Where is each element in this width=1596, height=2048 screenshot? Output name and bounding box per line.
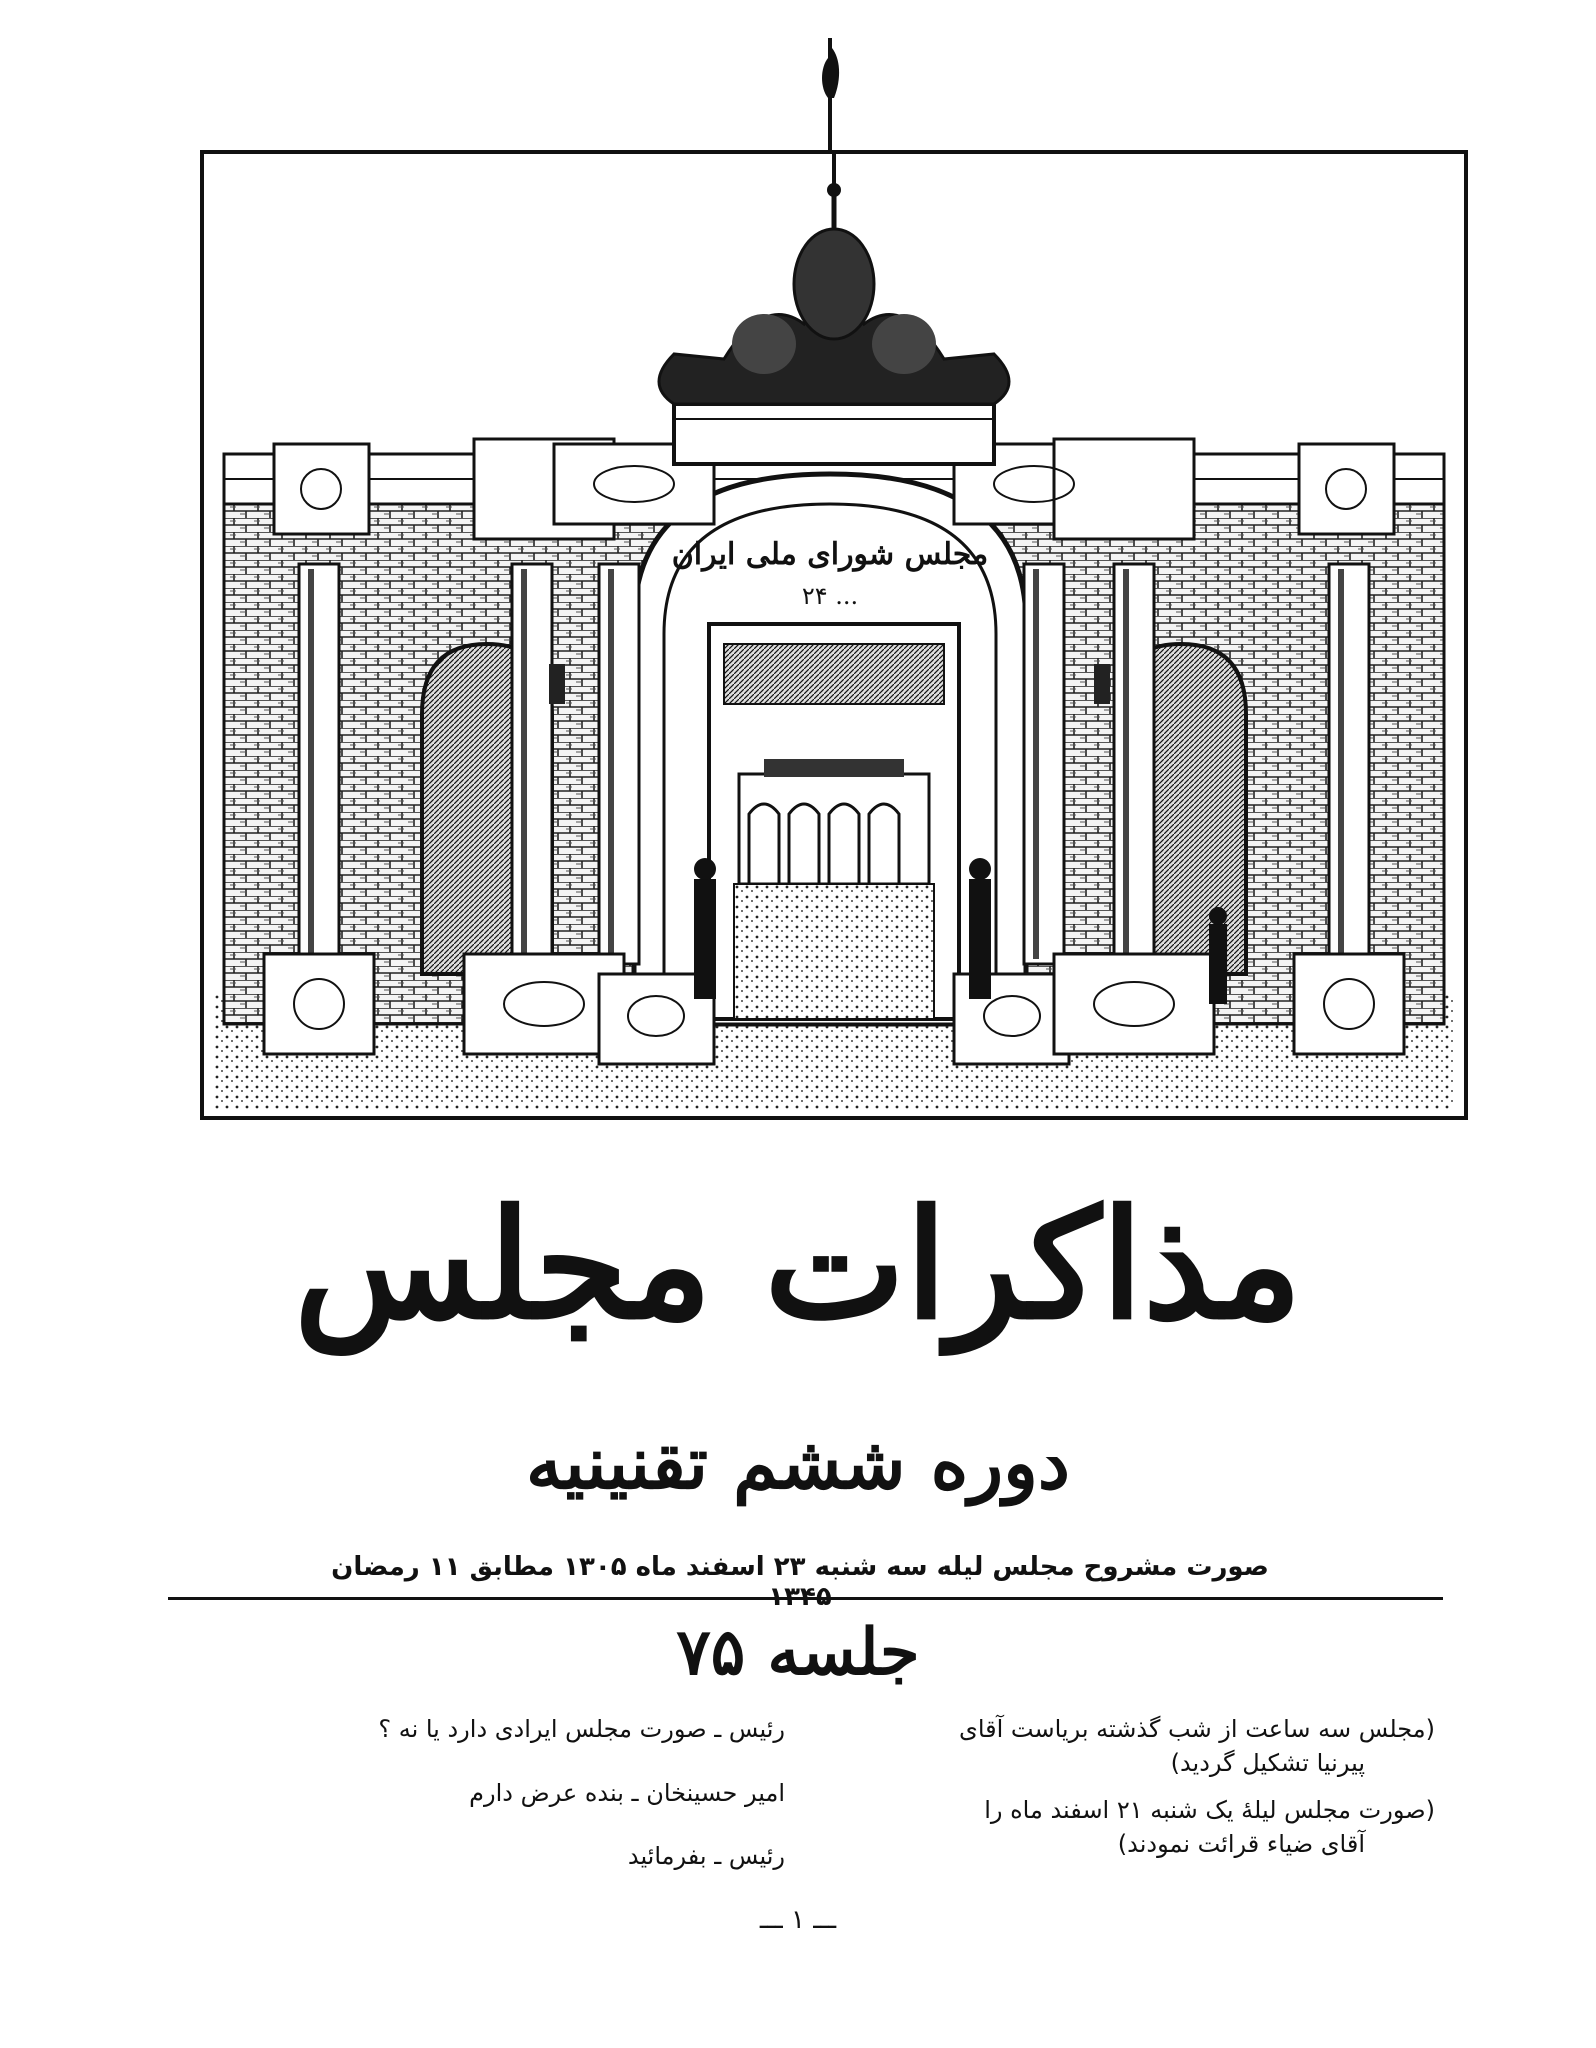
record-line: صورت مشروح مجلس لیله سه شنبه ۲۳ اسفند ماه ۱۳۰۵ مطابق ۱۱ رمضان ۱۳۴۵: [331, 1552, 1269, 1612]
speech-line: امیر حسینخان ـ بنده عرض دارم: [469, 1778, 785, 1807]
page-subtitle: دوره ششم تقنینیه: [526, 1420, 1070, 1505]
opening-paragraph: [880, 1713, 1435, 1780]
text-line: آقای ضیاء قرائت نمودند): [1117, 1829, 1365, 1858]
page-title: مذاکرات مجلس: [293, 1177, 1303, 1353]
speech-line: رئیس ـ صورت مجلس ایرادی دارد یا نه ؟: [378, 1715, 785, 1743]
right-column: [880, 1713, 1435, 1875]
crown-lions-sculpture-icon: [659, 183, 1009, 404]
speech-line: رئیس ـ بفرمائید: [627, 1842, 785, 1871]
minutes-paragraph: [880, 1794, 1435, 1861]
parliament-gate-illustration: [200, 150, 1468, 1120]
session-heading: جلسه ۷۵: [676, 1615, 920, 1690]
arch-inscription: مجلس شورای ملی ایران: [671, 537, 989, 572]
page-number: ـــ ۱ ـــ: [759, 1905, 837, 1935]
text-line: (مجلس سه ساعت از شب گذشته بریاست آقای: [959, 1715, 1435, 1743]
arch-inscription-date: ۲۴ ...: [801, 582, 859, 610]
flag-icon: [810, 38, 850, 158]
divider: [168, 1597, 1443, 1600]
left-column: [270, 1713, 785, 1904]
text-line: (صورت مجلس لیلهٔ یک شنبه ۲۱ اسفند ماه را: [984, 1796, 1435, 1825]
text-line: پیرنیا تشکیل گردید): [1170, 1748, 1365, 1777]
